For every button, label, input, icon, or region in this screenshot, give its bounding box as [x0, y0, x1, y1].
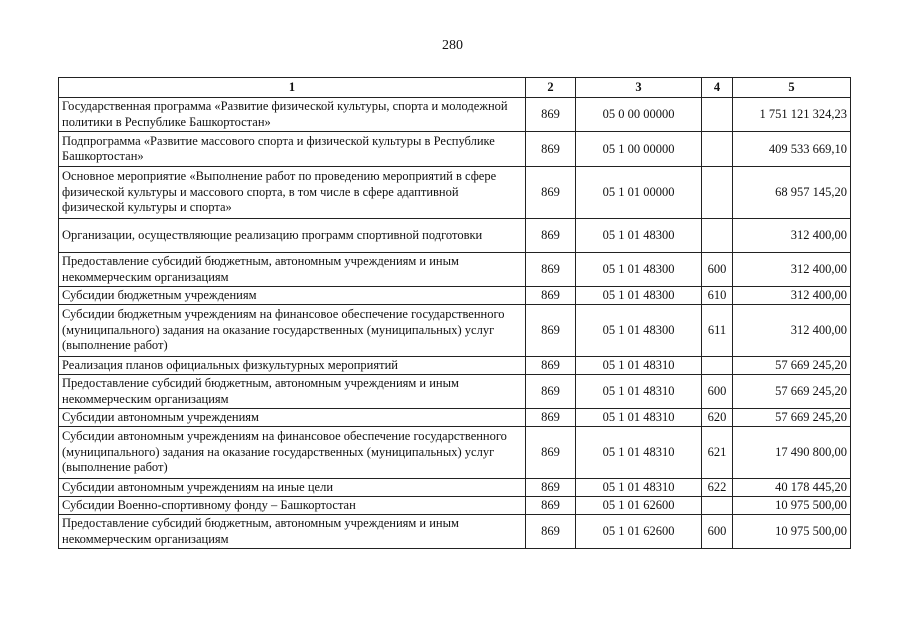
row-type-cell: 600: [702, 253, 733, 287]
row-section-cell: 05 1 01 00000: [576, 167, 702, 219]
row-code-cell: 869: [526, 479, 576, 497]
row-name-cell: Организации, осуществляющие реализацию программ спортивной подготовки: [59, 219, 526, 253]
table-header-row: [59, 78, 851, 98]
row-name-cell: Субсидии автономным учреждениям: [59, 409, 526, 427]
row-code-cell: 869: [526, 375, 576, 409]
row-type-cell: 611: [702, 305, 733, 357]
row-code-cell: 869: [526, 253, 576, 287]
row-section-cell: 05 1 01 48310: [576, 427, 702, 479]
row-section-cell: 05 0 00 00000: [576, 98, 702, 132]
table-row: [59, 253, 851, 287]
row-section-cell: 05 1 01 48300: [576, 305, 702, 357]
row-section-cell: 05 1 00 00000: [576, 132, 702, 167]
table-row: [59, 98, 851, 132]
row-type-cell: 622: [702, 479, 733, 497]
row-amount-cell: 312 400,00: [733, 219, 851, 253]
row-amount-cell: 312 400,00: [733, 287, 851, 305]
row-type-cell: [702, 98, 733, 132]
row-code-cell: 869: [526, 132, 576, 167]
row-section-cell: 05 1 01 48310: [576, 357, 702, 375]
table-body: [59, 98, 851, 549]
row-name-cell: Предоставление субсидий бюджетным, автономным учреждениям и иным некоммерческим организациям: [59, 253, 526, 287]
column-header: 3: [576, 78, 702, 98]
table-row: [59, 132, 851, 167]
table-row: [59, 479, 851, 497]
table-row: [59, 287, 851, 305]
row-type-cell: [702, 132, 733, 167]
column-header: 1: [59, 78, 526, 98]
row-type-cell: 600: [702, 515, 733, 549]
row-name-cell: Субсидии автономным учреждениям на финансовое обеспечение государственного (муниципального) задания на оказание государственных (муниципальных) услуг (выполнение работ): [59, 427, 526, 479]
row-amount-cell: 409 533 669,10: [733, 132, 851, 167]
row-type-cell: [702, 219, 733, 253]
table-row: [59, 357, 851, 375]
page-number: 280: [442, 38, 463, 53]
row-type-cell: 620: [702, 409, 733, 427]
row-name-cell: Реализация планов официальных физкультурных мероприятий: [59, 357, 526, 375]
row-amount-cell: 10 975 500,00: [733, 497, 851, 515]
row-section-cell: 05 1 01 48300: [576, 287, 702, 305]
table-row: [59, 305, 851, 357]
row-name-cell: Субсидии Военно-спортивному фонду – Башкортостан: [59, 497, 526, 515]
table-row: [59, 409, 851, 427]
column-header: 4: [702, 78, 733, 98]
row-code-cell: 869: [526, 357, 576, 375]
row-code-cell: 869: [526, 98, 576, 132]
row-code-cell: 869: [526, 287, 576, 305]
row-amount-cell: 312 400,00: [733, 253, 851, 287]
column-header: 2: [526, 78, 576, 98]
row-type-cell: 610: [702, 287, 733, 305]
row-name-cell: Основное мероприятие «Выполнение работ по проведению мероприятий в сфере физической культуры и массового спорта, в том числе в сфере адаптивной физической культуры и спорта»: [59, 167, 526, 219]
row-code-cell: 869: [526, 305, 576, 357]
table-row: [59, 515, 851, 549]
row-name-cell: Субсидии бюджетным учреждениям на финансовое обеспечение государственного (муниципального) задания на оказание государственных (муниципальных) услуг (выполнение работ): [59, 305, 526, 357]
row-section-cell: 05 1 01 48310: [576, 375, 702, 409]
row-section-cell: 05 1 01 48310: [576, 479, 702, 497]
row-code-cell: 869: [526, 409, 576, 427]
row-section-cell: 05 1 01 48300: [576, 219, 702, 253]
row-name-cell: Субсидии автономным учреждениям на иные цели: [59, 479, 526, 497]
row-name-cell: Подпрограмма «Развитие массового спорта и физической культуры в Республике Башкортостан»: [59, 132, 526, 167]
row-amount-cell: 1 751 121 324,23: [733, 98, 851, 132]
row-section-cell: 05 1 01 62600: [576, 515, 702, 549]
row-type-cell: [702, 497, 733, 515]
row-code-cell: 869: [526, 219, 576, 253]
table-row: [59, 375, 851, 409]
row-amount-cell: 57 669 245,20: [733, 357, 851, 375]
table-row: [59, 167, 851, 219]
row-type-cell: 621: [702, 427, 733, 479]
row-amount-cell: 68 957 145,20: [733, 167, 851, 219]
row-name-cell: Предоставление субсидий бюджетным, автономным учреждениям и иным некоммерческим организациям: [59, 515, 526, 549]
row-type-cell: 600: [702, 375, 733, 409]
row-section-cell: 05 1 01 48300: [576, 253, 702, 287]
row-amount-cell: 57 669 245,20: [733, 375, 851, 409]
row-code-cell: 869: [526, 427, 576, 479]
row-type-cell: [702, 357, 733, 375]
row-code-cell: 869: [526, 497, 576, 515]
row-amount-cell: 10 975 500,00: [733, 515, 851, 549]
row-name-cell: Предоставление субсидий бюджетным, автономным учреждениям и иным некоммерческим организациям: [59, 375, 526, 409]
row-amount-cell: 17 490 800,00: [733, 427, 851, 479]
row-section-cell: 05 1 01 62600: [576, 497, 702, 515]
row-code-cell: 869: [526, 515, 576, 549]
column-header: 5: [733, 78, 851, 98]
row-type-cell: [702, 167, 733, 219]
row-code-cell: 869: [526, 167, 576, 219]
row-amount-cell: 40 178 445,20: [733, 479, 851, 497]
row-name-cell: Субсидии бюджетным учреждениям: [59, 287, 526, 305]
table-row: [59, 427, 851, 479]
row-amount-cell: 57 669 245,20: [733, 409, 851, 427]
table-row: [59, 497, 851, 515]
table-row: [59, 219, 851, 253]
row-name-cell: Государственная программа «Развитие физической культуры, спорта и молодежной политики в Республике Башкортостан»: [59, 98, 526, 132]
budget-table: [58, 77, 851, 549]
row-amount-cell: 312 400,00: [733, 305, 851, 357]
row-section-cell: 05 1 01 48310: [576, 409, 702, 427]
